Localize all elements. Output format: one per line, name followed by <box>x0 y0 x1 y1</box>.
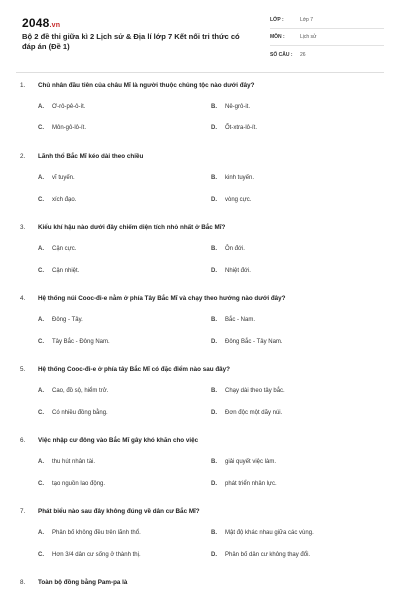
option-d[interactable] <box>211 410 282 416</box>
question-number: 8. <box>20 579 26 586</box>
option-letter: C. <box>38 125 44 131</box>
option-a[interactable] <box>38 246 76 252</box>
question-number: 1. <box>20 82 26 89</box>
option-b[interactable] <box>211 317 255 323</box>
option-text: Cận nhiệt. <box>52 268 80 274</box>
option-letter: B. <box>211 246 217 252</box>
option-letter: A. <box>38 459 44 465</box>
option-c[interactable] <box>38 410 108 416</box>
option-text: tạo nguồn lao động. <box>52 481 106 487</box>
option-letter: A. <box>38 246 44 252</box>
question-7 <box>20 508 380 558</box>
meta-label: LỚP : <box>270 17 284 23</box>
option-text: Đơn độc một dãy núi. <box>225 410 283 416</box>
option-letter: A. <box>38 530 44 536</box>
option-letter: C. <box>38 552 44 558</box>
option-text: Đông - Tây. <box>52 317 83 323</box>
question-4 <box>20 295 380 345</box>
option-text: Phân bố không đều trên lãnh thổ. <box>52 530 141 536</box>
option-letter: B. <box>211 530 217 536</box>
option-letter: D. <box>211 552 217 558</box>
meta-row-question-count <box>270 46 384 63</box>
option-letter: D. <box>211 410 217 416</box>
option-c[interactable] <box>38 481 105 487</box>
option-b[interactable] <box>211 530 314 536</box>
question-2 <box>20 153 380 203</box>
option-text: Cao, đồ sộ, hiểm trở. <box>52 388 109 394</box>
option-letter: A. <box>38 317 44 323</box>
option-text: vòng cực. <box>225 197 252 203</box>
logo-text: 2048 <box>22 16 50 30</box>
question-6 <box>20 437 380 487</box>
option-c[interactable] <box>38 197 76 203</box>
question-text: Hệ thống Cooc-đi-e ở phía tây Bắc Mĩ có đặc điểm nào sau đây? <box>38 366 231 373</box>
option-letter: B. <box>211 317 217 323</box>
option-b[interactable] <box>211 388 285 394</box>
question-1 <box>20 82 380 131</box>
option-text: thu hút nhân tài. <box>52 459 96 465</box>
option-c[interactable] <box>38 125 86 131</box>
question-5 <box>20 366 380 416</box>
option-text: Ốt-xtra-lô-ít. <box>225 125 258 131</box>
meta-label: SỐ CÂU : <box>270 51 293 58</box>
question-number: 7. <box>20 508 26 515</box>
option-text: giải quyết việc làm. <box>225 459 277 465</box>
meta-row-grade <box>270 12 384 29</box>
option-text: Nhiệt đới. <box>225 268 251 274</box>
meta-value: 26 <box>300 51 306 58</box>
option-letter: D. <box>211 339 217 345</box>
option-text: Môn-gô-lô-ít. <box>52 125 87 131</box>
option-c[interactable] <box>38 339 110 345</box>
option-a[interactable] <box>38 388 108 394</box>
question-text: Việc nhập cư đông vào Bắc Mĩ gây khó khăn cho việc <box>38 437 199 444</box>
question-text: Kiểu khí hậu nào dưới đây chiếm diện tích nhỏ nhất ở Bắc Mĩ? <box>38 224 226 231</box>
option-text: xích đạo. <box>52 197 77 203</box>
meta-value: Lịch sử <box>300 34 317 40</box>
option-text: Phân bố dân cư không thay đổi. <box>225 552 311 558</box>
question-number: 2. <box>20 153 26 160</box>
option-letter: B. <box>211 459 217 465</box>
option-letter: C. <box>38 268 44 274</box>
question-number: 4. <box>20 295 26 302</box>
option-text: Bắc - Nam. <box>225 317 256 323</box>
option-c[interactable] <box>38 268 79 274</box>
question-number: 3. <box>20 224 26 231</box>
option-text: kinh tuyến. <box>225 175 255 181</box>
option-b[interactable] <box>211 246 245 252</box>
option-letter: A. <box>38 175 44 181</box>
option-letter: A. <box>38 388 44 394</box>
question-text: Phát biểu nào sau đây không đúng về dân cư Bắc Mĩ? <box>38 508 200 515</box>
header-divider <box>16 72 384 73</box>
option-letter: A. <box>38 104 44 110</box>
option-text: Tây Bắc - Đông Nam. <box>52 339 110 345</box>
option-d[interactable] <box>211 481 277 487</box>
meta-value: Lớp 7 <box>300 17 314 23</box>
meta-row-subject <box>270 29 384 46</box>
option-text: vĩ tuyến. <box>52 175 75 181</box>
question-text: Hệ thống núi Cooc-đi-e nằm ở phía Tây Bắc Mĩ và chạy theo hướng nào dưới đây? <box>38 295 286 302</box>
option-d[interactable] <box>211 197 251 203</box>
option-text: phát triển nhân lực. <box>225 481 277 487</box>
option-text: Mật độ khác nhau giữa các vùng. <box>225 530 314 536</box>
option-b[interactable] <box>211 175 254 181</box>
question-number: 5. <box>20 366 26 373</box>
option-letter: D. <box>211 197 217 203</box>
question-text: Toàn bộ đồng bằng Pam-pa là <box>38 579 128 586</box>
option-a[interactable] <box>38 459 95 465</box>
option-d[interactable] <box>211 339 283 345</box>
page-header <box>16 10 384 74</box>
option-text: Chạy dài theo tây bắc. <box>225 388 285 394</box>
option-c[interactable] <box>38 552 141 558</box>
option-letter: D. <box>211 481 217 487</box>
option-b[interactable] <box>211 459 276 465</box>
site-logo[interactable] <box>22 16 60 30</box>
question-number: 6. <box>20 437 26 444</box>
logo-suffix: .vn <box>49 22 61 29</box>
question-8 <box>20 579 380 591</box>
option-letter: D. <box>211 268 217 274</box>
meta-label: MÔN : <box>270 34 285 40</box>
option-a[interactable] <box>38 317 83 323</box>
option-letter: C. <box>38 410 44 416</box>
option-d[interactable] <box>211 552 310 558</box>
option-letter: C. <box>38 339 44 345</box>
option-letter: C. <box>38 481 44 487</box>
option-b[interactable] <box>211 104 250 110</box>
option-text: Ôn đới. <box>225 246 245 252</box>
option-text: Hơn 3/4 dân cư sống ở thành thị. <box>52 552 141 558</box>
option-letter: B. <box>211 104 217 110</box>
option-a[interactable] <box>38 175 75 181</box>
option-letter: B. <box>211 388 217 394</box>
option-letter: B. <box>211 175 217 181</box>
question-text: Chủ nhân đầu tiên của châu Mĩ là người thuộc chủng tộc nào dưới đây? <box>38 82 255 89</box>
option-d[interactable] <box>211 268 251 274</box>
option-text: Đông Bắc - Tây Nam. <box>225 339 283 345</box>
option-text: Có nhiều đồng bằng. <box>52 410 108 416</box>
exam-meta-table <box>270 12 384 63</box>
question-3 <box>20 224 380 274</box>
option-a[interactable] <box>38 530 141 536</box>
document-title: Bộ 2 đề thi giữa kì 2 Lịch sử & Địa lí lớp 7 Kết nối tri thức có đáp án (Đề 1) <box>22 32 240 51</box>
option-text: Nê-grô-it. <box>225 104 251 110</box>
option-letter: C. <box>38 197 44 203</box>
option-text: Ơ-rô-pê-ô-ít. <box>52 104 86 110</box>
option-d[interactable] <box>211 125 257 131</box>
option-a[interactable] <box>38 104 85 110</box>
question-text: Lãnh thổ Bắc Mĩ kéo dài theo chiều <box>38 153 144 160</box>
option-text: Cận cực. <box>52 246 77 252</box>
option-letter: D. <box>211 125 217 131</box>
